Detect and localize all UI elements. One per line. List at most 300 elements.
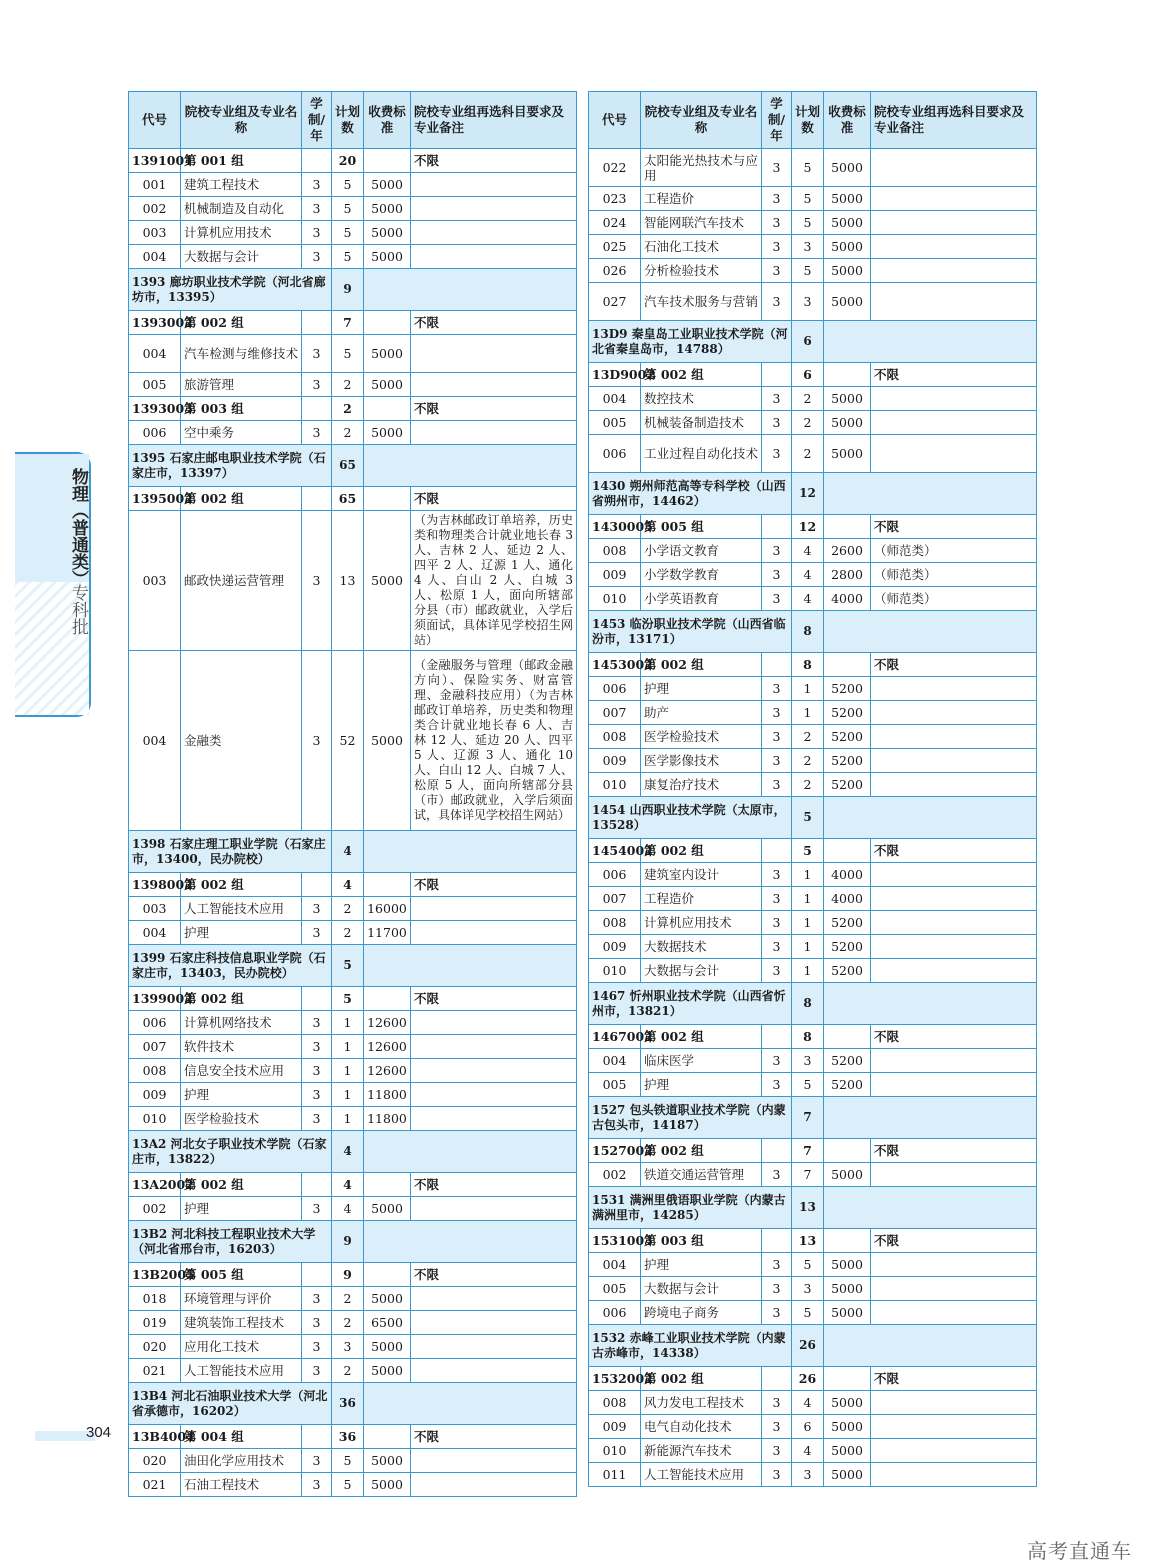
school-plan: 5 (332, 945, 364, 987)
major-plan: 5 (792, 187, 824, 211)
major-plan: 7 (792, 1163, 824, 1187)
major-plan: 1 (792, 911, 824, 935)
major-code: 005 (589, 1073, 641, 1097)
major-row (589, 863, 1037, 887)
major-years: 3 (302, 173, 332, 197)
group-plan: 20 (332, 149, 364, 173)
school-name: 1398 石家庄理工职业学院（石家庄市，13400，民办院校） (129, 831, 332, 873)
major-name: 医学检验技术 (181, 1107, 302, 1131)
header-name: 院校专业组及专业名称 (181, 92, 302, 149)
major-code: 011 (589, 1463, 641, 1487)
group-plan: 26 (792, 1367, 824, 1391)
header-plan: 计划数 (792, 92, 824, 149)
major-plan: 3 (792, 1277, 824, 1301)
major-fee: 12600 (364, 1011, 411, 1035)
major-note (871, 677, 1037, 701)
major-name: 机械装备制造技术 (641, 411, 762, 435)
school-plan: 4 (332, 1131, 364, 1173)
group-fee-empty (364, 1425, 411, 1449)
school-fee-empty (824, 1187, 1037, 1229)
major-fee: 5000 (824, 1253, 871, 1277)
school-name: 1393 廊坊职业技术学院（河北省廊坊市，13395） (129, 269, 332, 311)
major-code: 009 (589, 563, 641, 587)
major-fee: 5200 (824, 773, 871, 797)
group-note: 不限 (871, 653, 1037, 677)
school-fee-empty (364, 831, 577, 873)
major-fee: 5000 (364, 1287, 411, 1311)
major-name: 数控技术 (641, 387, 762, 411)
major-years: 3 (762, 1301, 792, 1325)
major-years: 3 (762, 959, 792, 983)
major-note (871, 1391, 1037, 1415)
major-years: 3 (302, 1197, 332, 1221)
major-years: 3 (762, 887, 792, 911)
major-code: 008 (129, 1059, 181, 1083)
major-row (589, 1277, 1037, 1301)
group-code: 1532002 (589, 1367, 641, 1391)
major-name: 护理 (641, 677, 762, 701)
major-code: 005 (129, 373, 181, 397)
major-note (411, 1083, 577, 1107)
major-note (871, 725, 1037, 749)
major-years: 3 (762, 211, 792, 235)
major-years: 3 (762, 387, 792, 411)
major-years: 3 (762, 1415, 792, 1439)
group-plan: 5 (792, 839, 824, 863)
header-fee: 收费标准 (364, 92, 411, 149)
major-fee: 5200 (824, 701, 871, 725)
major-row (129, 1287, 577, 1311)
major-plan: 4 (792, 587, 824, 611)
major-row (589, 1163, 1037, 1187)
group-note: 不限 (871, 839, 1037, 863)
group-fee-empty (824, 839, 871, 863)
major-years: 3 (762, 1277, 792, 1301)
group-years-empty (762, 363, 792, 387)
major-note (411, 1449, 577, 1473)
major-row (129, 197, 577, 221)
major-years: 3 (302, 897, 332, 921)
major-plan: 5 (332, 1473, 364, 1497)
major-note (411, 1011, 577, 1035)
header-years: 学制/年 (762, 92, 792, 149)
major-row (589, 1439, 1037, 1463)
group-note: 不限 (871, 1025, 1037, 1049)
major-plan: 5 (332, 197, 364, 221)
group-row (589, 1139, 1037, 1163)
header-name: 院校专业组及专业名称 (641, 92, 762, 149)
group-row (129, 149, 577, 173)
major-years: 3 (302, 1083, 332, 1107)
side-category-tab (15, 452, 91, 717)
major-fee: 5200 (824, 911, 871, 935)
group-row (589, 363, 1037, 387)
major-plan: 1 (332, 1011, 364, 1035)
group-plan: 65 (332, 487, 364, 511)
group-note: 不限 (871, 1367, 1037, 1391)
major-row (129, 1197, 577, 1221)
group-note: 不限 (411, 1173, 577, 1197)
major-code: 021 (129, 1473, 181, 1497)
major-name: 汽车技术服务与营销 (641, 283, 762, 321)
major-plan: 5 (792, 211, 824, 235)
major-row (129, 221, 577, 245)
group-row (129, 1173, 577, 1197)
school-plan: 9 (332, 1221, 364, 1263)
major-plan: 4 (332, 1197, 364, 1221)
major-row (589, 1463, 1037, 1487)
major-plan: 4 (792, 1439, 824, 1463)
major-code: 010 (589, 1439, 641, 1463)
major-note (871, 259, 1037, 283)
group-plan: 5 (332, 987, 364, 1011)
major-row (129, 1335, 577, 1359)
major-code: 006 (129, 1011, 181, 1035)
school-fee-empty (364, 945, 577, 987)
major-years: 3 (302, 221, 332, 245)
school-fee-empty (824, 983, 1037, 1025)
major-years: 3 (762, 235, 792, 259)
header-years: 学制/年 (302, 92, 332, 149)
major-fee: 5000 (364, 511, 411, 651)
major-name: 人工智能技术应用 (181, 897, 302, 921)
major-years: 3 (762, 435, 792, 473)
group-row (129, 397, 577, 421)
group-code: 1467002 (589, 1025, 641, 1049)
major-plan: 2 (792, 725, 824, 749)
major-plan: 1 (332, 1035, 364, 1059)
major-note (411, 1197, 577, 1221)
group-name: 第 001 组 (181, 149, 302, 173)
major-note: （师范类） (871, 587, 1037, 611)
major-name: 人工智能技术应用 (181, 1359, 302, 1383)
major-code: 008 (589, 539, 641, 563)
major-row (589, 587, 1037, 611)
major-fee: 11800 (364, 1107, 411, 1131)
major-years: 3 (762, 1163, 792, 1187)
major-years: 3 (302, 1473, 332, 1497)
school-fee-empty (824, 797, 1037, 839)
header-note: 院校专业组再选科目要求及专业备注 (411, 92, 577, 149)
major-note (871, 1301, 1037, 1325)
major-row (129, 921, 577, 945)
major-row (589, 187, 1037, 211)
major-plan: 4 (792, 563, 824, 587)
major-note (411, 921, 577, 945)
major-fee: 5000 (824, 283, 871, 321)
major-code: 009 (589, 749, 641, 773)
group-note: 不限 (411, 397, 577, 421)
school-fee-empty (824, 1097, 1037, 1139)
school-name: 13B4 河北石油职业技术大学（河北省承德市，16202） (129, 1383, 332, 1425)
major-years: 3 (762, 725, 792, 749)
major-row (589, 211, 1037, 235)
watermark: 高考直通车 (1027, 1539, 1132, 1563)
major-fee: 11700 (364, 921, 411, 945)
major-row (129, 335, 577, 373)
school-row (589, 1097, 1037, 1139)
school-fee-empty (364, 1221, 577, 1263)
major-note: （为吉林邮政订单培养，历史类和物理类合计就业地长春 3 人、吉林 2 人、延边 2 人、四平 2 人、辽源 1 人、通化 4 人、白山 2 人、白城 3 人、松原 1 人，面向所辖部分县（市）邮政就业，入学后须面试，具体详见学校招生网站） (411, 511, 577, 651)
major-years: 3 (762, 1463, 792, 1487)
school-row (589, 473, 1037, 515)
major-code: 004 (129, 335, 181, 373)
school-fee-empty (364, 1383, 577, 1425)
major-name: 医学影像技术 (641, 749, 762, 773)
major-code: 004 (589, 1253, 641, 1277)
major-code: 007 (589, 887, 641, 911)
school-fee-empty (364, 445, 577, 487)
group-years-empty (762, 839, 792, 863)
major-name: 石油化工技术 (641, 235, 762, 259)
school-name: 1531 满洲里俄语职业学院（内蒙古满洲里市，14285） (589, 1187, 792, 1229)
major-fee: 5000 (824, 211, 871, 235)
major-years: 3 (762, 935, 792, 959)
major-note (411, 245, 577, 269)
major-years: 3 (302, 245, 332, 269)
major-code: 010 (589, 773, 641, 797)
major-fee: 5000 (364, 173, 411, 197)
major-note (871, 935, 1037, 959)
group-plan: 6 (792, 363, 824, 387)
major-row (129, 421, 577, 445)
major-years: 3 (762, 259, 792, 283)
major-code: 004 (129, 651, 181, 831)
major-plan: 2 (332, 373, 364, 397)
major-years: 3 (302, 651, 332, 831)
group-note: 不限 (871, 363, 1037, 387)
major-name: 旅游管理 (181, 373, 302, 397)
major-name: 人工智能技术应用 (641, 1463, 762, 1487)
group-code: 13D9002 (589, 363, 641, 387)
major-code: 010 (589, 587, 641, 611)
major-note (871, 235, 1037, 259)
group-fee-empty (364, 311, 411, 335)
major-row (129, 651, 577, 831)
major-years: 3 (762, 563, 792, 587)
group-plan: 4 (332, 1173, 364, 1197)
school-row (589, 1325, 1037, 1367)
school-fee-empty (824, 611, 1037, 653)
major-years: 3 (762, 1049, 792, 1073)
left-table-body (129, 149, 577, 1497)
header-fee: 收费标准 (824, 92, 871, 149)
group-name: 第 002 组 (641, 363, 762, 387)
major-fee: 5000 (364, 1449, 411, 1473)
major-name: 建筑装饰工程技术 (181, 1311, 302, 1335)
group-years-empty (302, 149, 332, 173)
major-fee: 2600 (824, 539, 871, 563)
major-plan: 5 (332, 245, 364, 269)
major-row (589, 283, 1037, 321)
major-plan: 2 (332, 1311, 364, 1335)
major-years: 3 (762, 587, 792, 611)
group-code: 1398002 (129, 873, 181, 897)
major-code: 008 (589, 1391, 641, 1415)
school-plan: 26 (792, 1325, 824, 1367)
school-plan: 4 (332, 831, 364, 873)
major-plan: 5 (792, 1301, 824, 1325)
major-name: 护理 (181, 1197, 302, 1221)
major-code: 004 (129, 245, 181, 269)
group-plan: 2 (332, 397, 364, 421)
major-fee: 5200 (824, 749, 871, 773)
major-code: 019 (129, 1311, 181, 1335)
major-plan: 1 (792, 959, 824, 983)
major-name: 分析检验技术 (641, 259, 762, 283)
major-code: 025 (589, 235, 641, 259)
major-fee: 5200 (824, 1049, 871, 1073)
major-row (589, 235, 1037, 259)
major-code: 003 (129, 511, 181, 651)
major-row (589, 911, 1037, 935)
major-plan: 1 (792, 887, 824, 911)
major-fee: 11800 (364, 1083, 411, 1107)
major-note (871, 911, 1037, 935)
major-years: 3 (302, 1035, 332, 1059)
major-fee: 5000 (824, 1391, 871, 1415)
major-plan: 2 (332, 1359, 364, 1383)
major-plan: 5 (792, 1073, 824, 1097)
major-years: 3 (762, 749, 792, 773)
group-fee-empty (364, 987, 411, 1011)
group-row (589, 839, 1037, 863)
group-name: 第 002 组 (641, 653, 762, 677)
major-name: 铁道交通运营管理 (641, 1163, 762, 1187)
major-code: 007 (129, 1035, 181, 1059)
major-row (589, 435, 1037, 473)
school-name: 1527 包头铁道职业技术学院（内蒙古包头市，14187） (589, 1097, 792, 1139)
major-row (589, 539, 1037, 563)
group-years-empty (302, 1173, 332, 1197)
major-code: 002 (129, 1197, 181, 1221)
major-name: 小学数学教育 (641, 563, 762, 587)
school-plan: 8 (792, 611, 824, 653)
major-row (129, 1311, 577, 1335)
group-name: 第 005 组 (181, 1263, 302, 1287)
group-plan: 9 (332, 1263, 364, 1287)
major-row (589, 387, 1037, 411)
group-years-empty (762, 515, 792, 539)
group-code: 1399002 (129, 987, 181, 1011)
major-fee: 5000 (824, 187, 871, 211)
school-row (129, 269, 577, 311)
major-row (129, 897, 577, 921)
group-code: 1395002 (129, 487, 181, 511)
major-name: 护理 (181, 1083, 302, 1107)
school-name: 1430 朔州师范高等专科学校（山西省朔州市，14462） (589, 473, 792, 515)
major-fee: 5000 (824, 1277, 871, 1301)
major-note (871, 211, 1037, 235)
group-plan: 7 (332, 311, 364, 335)
major-years: 3 (762, 1391, 792, 1415)
major-name: 机械制造及自动化 (181, 197, 302, 221)
major-years: 3 (762, 701, 792, 725)
group-note: 不限 (411, 487, 577, 511)
group-row (589, 515, 1037, 539)
group-fee-empty (824, 1367, 871, 1391)
major-fee: 5000 (824, 1415, 871, 1439)
major-code: 006 (589, 435, 641, 473)
major-note (871, 1439, 1037, 1463)
major-fee: 5200 (824, 935, 871, 959)
school-row (589, 611, 1037, 653)
major-note (411, 197, 577, 221)
major-code: 018 (129, 1287, 181, 1311)
major-fee: 5000 (364, 421, 411, 445)
group-fee-empty (824, 363, 871, 387)
major-years: 3 (302, 197, 332, 221)
major-name: 计算机应用技术 (181, 221, 302, 245)
major-note (871, 1463, 1037, 1487)
major-name: 建筑室内设计 (641, 863, 762, 887)
major-name: 临床医学 (641, 1049, 762, 1073)
major-note (871, 149, 1037, 187)
major-code: 006 (589, 863, 641, 887)
group-fee-empty (824, 515, 871, 539)
group-row (129, 873, 577, 897)
major-row (589, 149, 1037, 187)
major-code: 004 (589, 1049, 641, 1073)
major-name: 信息安全技术应用 (181, 1059, 302, 1083)
major-row (589, 1073, 1037, 1097)
major-row (589, 935, 1037, 959)
major-code: 003 (129, 221, 181, 245)
major-plan: 4 (792, 539, 824, 563)
major-row (589, 701, 1037, 725)
school-plan: 9 (332, 269, 364, 311)
school-row (589, 983, 1037, 1025)
school-row (129, 1221, 577, 1263)
major-row (589, 1049, 1037, 1073)
side-tab-category: 物理（普通类） (68, 468, 88, 587)
page-number: 304 (86, 1424, 112, 1441)
major-code: 027 (589, 283, 641, 321)
major-plan: 5 (792, 149, 824, 187)
major-years: 3 (762, 283, 792, 321)
major-name: 小学英语教育 (641, 587, 762, 611)
school-plan: 8 (792, 983, 824, 1025)
major-note (411, 1311, 577, 1335)
major-fee: 4000 (824, 587, 871, 611)
major-plan: 2 (332, 897, 364, 921)
group-name: 第 003 组 (641, 1229, 762, 1253)
major-plan: 5 (792, 1253, 824, 1277)
major-plan: 4 (792, 1391, 824, 1415)
major-note (871, 773, 1037, 797)
major-note (411, 173, 577, 197)
major-note (411, 421, 577, 445)
major-row (589, 1415, 1037, 1439)
major-fee: 5000 (364, 245, 411, 269)
major-years: 3 (302, 335, 332, 373)
major-years: 3 (762, 911, 792, 935)
major-fee: 5000 (824, 1439, 871, 1463)
major-plan: 1 (792, 701, 824, 725)
group-row (589, 1025, 1037, 1049)
group-plan: 8 (792, 653, 824, 677)
group-name: 第 002 组 (641, 1025, 762, 1049)
major-plan: 2 (332, 921, 364, 945)
group-name: 第 002 组 (181, 311, 302, 335)
major-fee: 5000 (824, 259, 871, 283)
major-row (129, 1059, 577, 1083)
school-row (589, 1187, 1037, 1229)
group-name: 第 002 组 (641, 1367, 762, 1391)
table-header-row (129, 92, 577, 149)
group-plan: 8 (792, 1025, 824, 1049)
major-name: 大数据技术 (641, 935, 762, 959)
